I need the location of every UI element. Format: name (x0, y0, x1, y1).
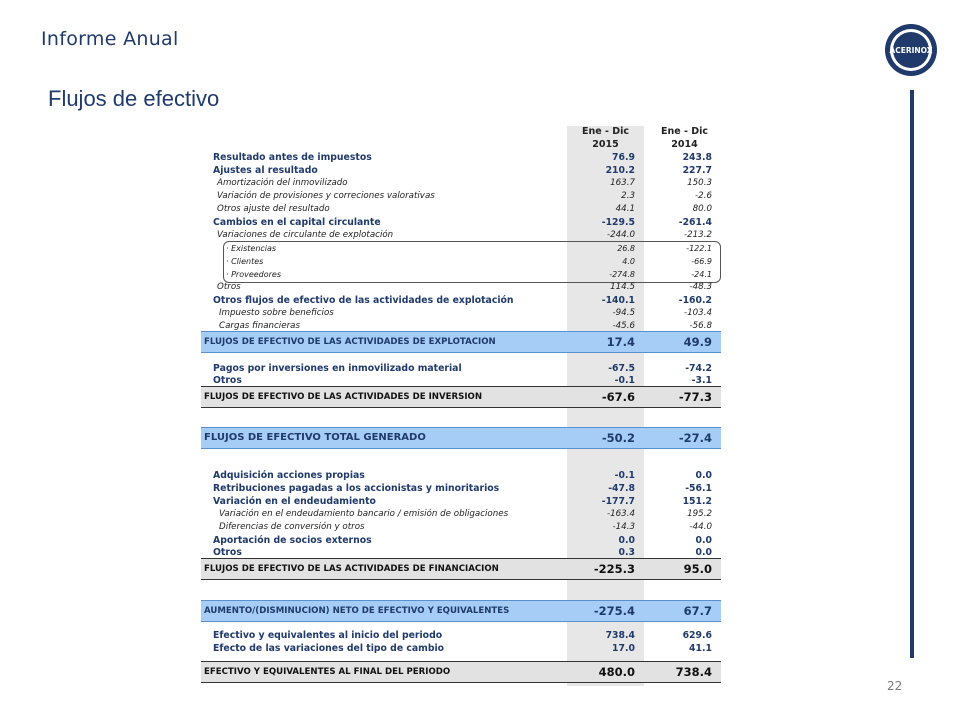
value-2015: 738.4 (605, 630, 635, 641)
total-row-generated (201, 427, 721, 449)
table-row (201, 164, 721, 177)
table-row (201, 242, 721, 255)
row-label: Variación de provisiones y correciones valorativas (217, 191, 435, 201)
value-2014: 41.1 (689, 643, 712, 654)
total-row-financing (201, 558, 721, 580)
value-2015: 26.8 (617, 244, 635, 253)
value-2014: -213.2 (683, 230, 712, 240)
row-label: Amortización del inmovilizado (217, 178, 348, 188)
value-2014: -77.3 (678, 390, 712, 404)
value-2014: -48.3 (689, 282, 712, 292)
value-2015: -177.7 (601, 496, 635, 507)
row-label: Variación en el endeudamiento (213, 496, 376, 507)
table-row (201, 307, 721, 320)
value-2014: -27.4 (678, 431, 712, 445)
value-2015: -67.6 (601, 390, 635, 404)
table-row (201, 495, 721, 508)
value-2014: -103.4 (683, 308, 712, 318)
value-2014: 738.4 (675, 665, 712, 679)
value-2014: 80.0 (692, 204, 712, 214)
value-2014: 227.7 (682, 165, 712, 176)
row-label: AUMENTO/(DISMINUCION) NETO DE EFECTIVO Y EQUIVALENTES (204, 606, 510, 616)
row-label: FLUJOS DE EFECTIVO TOTAL GENERADO (204, 432, 426, 443)
row-label: FLUJOS DE EFECTIVO DE LAS ACTIVIDADES DE EXPLOTACION (204, 337, 496, 347)
total-row-ending-cash (201, 661, 721, 683)
value-2014: 49.9 (683, 335, 712, 349)
value-2014: 67.7 (683, 604, 712, 618)
page-number: 22 (887, 679, 903, 693)
total-row-net-change (201, 600, 721, 622)
value-2015: 210.2 (605, 165, 635, 176)
value-2015: -94.5 (612, 308, 635, 318)
row-label: Variación en el endeudamiento bancario / emisión de obligaciones (219, 509, 509, 519)
logo-text: ACERINOX (889, 46, 933, 55)
value-2015: 4.0 (622, 257, 635, 266)
table-header (201, 126, 721, 152)
value-2014: 0.0 (695, 535, 712, 546)
row-label: Otros (213, 375, 242, 386)
value-2014: -160.2 (678, 295, 712, 306)
table-row (201, 629, 721, 642)
value-2015: 17.4 (606, 335, 635, 349)
value-2014: 629.6 (682, 630, 712, 641)
table-row (201, 482, 721, 495)
table-row (201, 508, 721, 521)
value-2015: 480.0 (598, 665, 635, 679)
vertical-divider (910, 90, 914, 658)
value-2014: -2.6 (695, 191, 712, 201)
value-2015: -45.6 (612, 321, 635, 331)
value-2014: -56.8 (689, 321, 712, 331)
value-2015: 44.1 (615, 204, 635, 214)
value-2014: -3.1 (691, 375, 712, 386)
row-label: Efecto de las variaciones del tipo de cambio (213, 643, 445, 654)
value-2015: -47.8 (608, 483, 635, 494)
row-label: Retribuciones pagadas a los accionistas y minoritarios (213, 483, 500, 494)
value-2015: -67.5 (608, 363, 635, 374)
header-period-2014: Ene - Dic (660, 126, 709, 137)
row-label: Adquisición acciones propias (213, 470, 365, 481)
row-label: Efectivo y equivalentes al inicio del periodo (213, 630, 443, 641)
total-row-operating (201, 331, 721, 353)
table-row (201, 151, 721, 164)
row-label: Otros ajuste del resultado (217, 204, 330, 214)
row-label: Pagos por inversiones en inmovilizado material (213, 363, 462, 374)
value-2015: -129.5 (601, 217, 635, 228)
report-title: Informe Anual (41, 28, 179, 50)
value-2015: -225.3 (593, 562, 635, 576)
value-2014: 0.0 (695, 470, 712, 481)
table-row (201, 255, 721, 268)
value-2014: -74.2 (685, 363, 712, 374)
row-label: EFECTIVO Y EQUIVALENTES AL FINAL DEL PERIODO (204, 667, 451, 677)
row-label: Impuesto sobre beneficios (219, 308, 334, 318)
table-row (201, 268, 721, 281)
value-2015: 17.0 (612, 643, 635, 654)
table-row (201, 190, 721, 203)
value-2014: -122.1 (686, 244, 712, 253)
row-label: Otros (217, 282, 241, 292)
row-label: · Clientes (226, 257, 264, 266)
value-2015: 114.5 (610, 282, 635, 292)
value-2014: -66.9 (691, 257, 712, 266)
value-2014: 150.3 (687, 178, 712, 188)
table-row (201, 216, 721, 229)
value-2014: -24.1 (691, 270, 712, 279)
table-row (201, 294, 721, 307)
table-row (201, 177, 721, 190)
value-2014: 243.8 (682, 152, 712, 163)
value-2015: -244.0 (606, 230, 635, 240)
row-label: Otros flujos de efectivo de las actividades de explotación (213, 295, 514, 306)
value-2015: -0.1 (614, 375, 635, 386)
row-label: Ajustes al resultado (213, 165, 318, 176)
table-row (201, 642, 721, 655)
value-2015: 0.0 (618, 535, 635, 546)
acerinox-logo (883, 22, 939, 78)
total-row-investing (201, 386, 721, 408)
row-label: Variaciones de circulante de explotación (217, 230, 394, 240)
row-label: FLUJOS DE EFECTIVO DE LAS ACTIVIDADES DE INVERSION (204, 392, 483, 402)
value-2015: -50.2 (601, 431, 635, 445)
value-2014: -44.0 (689, 522, 712, 532)
value-2015: 0.3 (618, 547, 635, 558)
value-2014: -56.1 (685, 483, 712, 494)
value-2015: -140.1 (601, 295, 635, 306)
value-2014: 151.2 (682, 496, 712, 507)
table-row (201, 203, 721, 216)
row-label: Cargas financieras (219, 321, 300, 331)
value-2014: 0.0 (695, 547, 712, 558)
value-2015: 2.3 (621, 191, 635, 201)
row-label: · Proveedores (226, 270, 282, 279)
row-label: Diferencias de conversión y otros (219, 522, 365, 532)
value-2015: -0.1 (614, 470, 635, 481)
table-row (201, 521, 721, 534)
value-2014: 195.2 (687, 509, 712, 519)
value-2015: -274.8 (609, 270, 635, 279)
row-label: Resultado antes de impuestos (213, 152, 372, 163)
row-label: Cambios en el capital circulante (213, 217, 381, 228)
value-2015: 76.9 (612, 152, 635, 163)
table-row (201, 469, 721, 482)
row-label: Aportación de socios externos (213, 535, 372, 546)
value-2014: -261.4 (678, 217, 712, 228)
header-year-2015: 2015 (592, 139, 619, 150)
header-period-2015: Ene - Dic (581, 126, 630, 137)
row-label: · Existencias (226, 244, 277, 253)
value-2015: -14.3 (612, 522, 635, 532)
value-2015: -163.4 (606, 509, 635, 519)
row-label: FLUJOS DE EFECTIVO DE LAS ACTIVIDADES DE FINANCIACION (204, 564, 499, 574)
value-2015: 163.7 (610, 178, 635, 188)
table-row (201, 281, 721, 294)
value-2015: -275.4 (593, 604, 635, 618)
row-label: Otros (213, 547, 242, 558)
header-year-2014: 2014 (671, 139, 698, 150)
slide-title: Flujos de efectivo (48, 86, 220, 111)
value-2014: 95.0 (683, 562, 712, 576)
